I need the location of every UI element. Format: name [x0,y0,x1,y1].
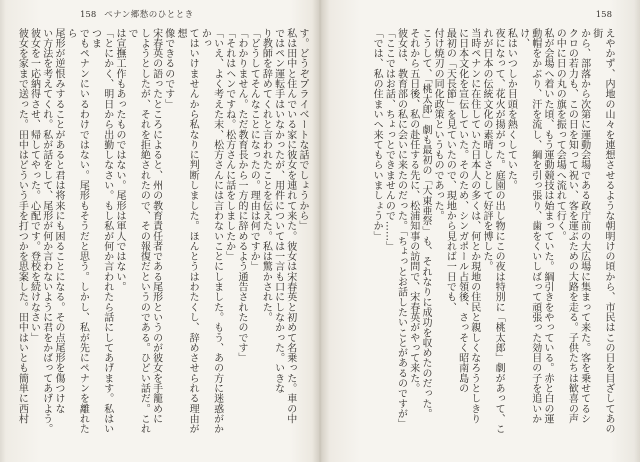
text-column: す。どうぞプライベートな話でしょうから」 [297,28,308,231]
right-page-header [596,10,612,20]
text-column: 動帽をかぶり、汗を流し、綱を引っ張り、歯をくいしばって頑張った効目の子を追いかけ、 [517,28,541,424]
text-column: は宣撫工作もあったものではない。尾形は軍人ではない。 [113,28,125,292]
text-column: それから五日後、私の赴任する先に、松浦知事の訪問で、宋春英がやって来た。 [407,28,419,394]
text-column: 尾形が逆恨みすることがあると君は将来にも困ることになる。その点尾形を傷つけな [52,28,64,414]
text-column: 「それはヘンですね。松方さんに話をしましたか」 [223,28,235,262]
text-column: 当時ペナンに在住していた日本人の多くは、何とか現地の住民と親しくなろうとしきり [468,28,480,424]
text-column: 「わかりません。ただ教育長から一方的に辞めるよう通告されたのです」 [235,28,247,363]
text-column: 彼女を家まで送った。田中はどういう手を打つかを思案した。田中はいとも簡単に西村 [16,28,28,424]
text-column: に日本文化を宣伝していた。そのため、シンガポール占領後、さっそく昭南島の [456,28,468,394]
text-column: 彼女は、教育部の私に会いに来たのだった。「ちょっとお話したいことがあるのですが」 [395,28,407,429]
text-column: 「では、私の住まいへ来てもらいましょうか」 [371,28,383,242]
text-column: 私が会場へ着いた頃、もう運動競技は始まっていた。綱引きをやっている。赤と白の運 [541,28,553,424]
text-column: 「どうしてそんなことになったの。理由は何ですか」 [248,28,260,272]
text-column: ではペン運転手はいなかったが、用件については一言も口にしなかった。いきな [272,28,284,394]
text-column: 「とにかく、明日から出勤しなさい。もし私が何か言われたら話にしてあげます。私はいつま [89,28,113,434]
text-column: り教師を辞めてくれと言われたことを伝えた。私は驚かされた。 [260,28,272,323]
left-page-header [80,10,194,20]
text-column: れが日本の伝統文化の素晴しさとして好評を博した。 [480,28,492,272]
text-column: 最初の「天長節」を見ていたので、現地から見れば一日でも、 [444,28,456,313]
text-column: 彼女を一応納得させ、帰してやった。心配です。登校を続けなさい」 [28,28,40,343]
text-column: クロの若力も、この日を知って祝い、客を運ぶための大路を走る。子供たちは歓喜の声 [566,28,578,424]
right-page-number: 158 [595,10,612,20]
text-column: しようとしたが、それを拒絶されたので、その報復だというのである。ひどい話だ。これで [126,28,150,434]
text-column: い方法を考えてくれ。私が話をして、尾形が何か言わないように君をかばってあげよう。 [40,28,52,434]
text-column: から、部落から次第に運動会場である政庁前の大広場に集まって来た。客を乗せてるシ [578,28,590,424]
text-column: 宋春英の語ったところによると、州の教育責任者である尾形というのが彼女を手籠めに [150,28,162,424]
text-column: 像できるのです」 [162,28,174,110]
text-column: 付け焼刃の同化政策というものであった。 [432,28,444,221]
text-column: えやかず、内地の山々を連想させるような朝明けの頃から、市民はこの日を目ざしてあの街 [590,28,614,434]
text-column: 私はいつしか目頭を熱くしていた。 [505,28,517,191]
text-column: 夜になって、花火が揚がった。庭園の出し物にこの夜は特別に「桃太郎」劇があって、こ [493,28,505,434]
text-column: 「いえ、よく考えた末、松方さんには言わないことにしました。もう、あの方に迷惑がかかっ [199,28,223,434]
right-page-body [334,28,614,444]
text-column: 私は田中と住んでいる家に彼女を連れて来た。彼女は宋春英と初めて名乗った。車の中 [284,28,296,424]
left-page-number: 158 [80,10,97,20]
text-column: こうして、「桃太郎」劇も最初の「大東亜祭」も、それなりに成功を収めたのだった。 [419,28,431,419]
running-title: ペナン郷愁のひととき [104,10,194,20]
text-column: 「ここではお話、ちょっとできませんので……」 [383,28,395,252]
text-column: の中に日の丸の旗を振って会場へ流れて行く。 [554,28,566,242]
left-page-body [16,28,308,444]
text-column: てはいけませんから私なりに判断しました。ほんとうはわたくし、辞めさせられる理由が想 [174,28,199,434]
text-column: でもペナンにいるわけではない。尾形もそうだと思う。しかし、私が先にペナンを離れたら [65,28,89,434]
